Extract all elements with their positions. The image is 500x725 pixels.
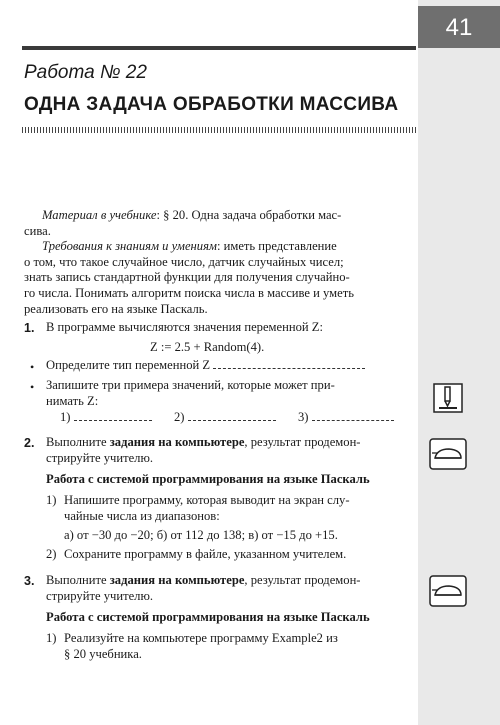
task3-line1-c: , результат продемон- xyxy=(244,573,361,587)
task2-item1-num: 1) xyxy=(46,493,57,507)
task3-item1-num: 1) xyxy=(46,631,57,645)
intro-p2 xyxy=(24,239,416,255)
task1-bullet2-line1: Запишите три примера значений, которые может при- xyxy=(46,378,335,392)
requirements-line-5: реализовать его на языке Паскаль. xyxy=(24,301,208,316)
bullet: • xyxy=(30,380,35,394)
task1-answers xyxy=(60,410,394,426)
task2-line2: стрируйте учителю. xyxy=(46,451,153,465)
page-number: 41 xyxy=(445,14,473,41)
work-title: Работа № 22 xyxy=(24,62,147,83)
answer-3-label: 3) xyxy=(297,410,309,424)
task2-line1-a: Выполните xyxy=(46,435,110,449)
task2-item1-line1: Напишите программу, которая выводит на экран слу- xyxy=(64,493,350,507)
answer-1-label: 1) xyxy=(60,410,71,424)
bullet: • xyxy=(30,360,35,374)
task2-item1-line2: чайные числа из диапазонов: xyxy=(64,509,220,523)
task1-bullet1-text: Определите тип переменной Z xyxy=(46,358,211,372)
pen-writing-icon xyxy=(433,383,463,413)
task1-bullet1 xyxy=(46,358,365,374)
task2-item2: Сохраните программу в файле, указанном учителем. xyxy=(64,547,347,561)
task2-line1 xyxy=(46,435,361,451)
task3-item1-line1: Реализуйте на компьютере программу Example2 из xyxy=(64,631,338,645)
task2-line1-bold: задания на компьютере xyxy=(109,435,245,449)
task3-number: 3. xyxy=(24,574,35,588)
answer-line[interactable] xyxy=(213,359,365,369)
answer-1-line[interactable] xyxy=(74,411,152,421)
task1-text: В программе вычисляются значения переменной Z: xyxy=(46,320,323,334)
computer-mouse-icon xyxy=(429,438,467,470)
task2-subhead: Работа с системой программирования на языке Паскаль xyxy=(46,472,370,486)
requirements-label: Требования к знаниям и умениям xyxy=(42,239,217,254)
hatch-divider xyxy=(22,127,416,133)
page-number-box xyxy=(418,6,500,48)
answer-2-label: 2) xyxy=(173,410,185,424)
task3-line1 xyxy=(46,573,361,589)
requirements-line-2: о том, что такое случайное число, датчик случайных чисел; xyxy=(24,254,344,269)
task2-number: 2. xyxy=(24,436,35,450)
task3-line1-bold: задания на компьютере xyxy=(109,573,245,587)
top-rule xyxy=(22,46,416,50)
task3-subhead: Работа с системой программирования на языке Паскаль xyxy=(46,610,370,624)
material-label: Материал в учебнике xyxy=(42,208,157,222)
material-text-2: сива. xyxy=(24,223,51,238)
task1-formula: Z := 2.5 + Random(4). xyxy=(150,340,265,354)
computer-mouse-icon xyxy=(429,575,467,607)
task3-line2: стрируйте учителю. xyxy=(46,589,153,603)
intro-block xyxy=(24,208,416,317)
answer-2-line[interactable] xyxy=(188,411,276,421)
requirements-line-4: го числа. Понимать алгоритм поиска числа в массиве и уметь xyxy=(24,285,354,300)
main-title: ОДНА ЗАДАЧА ОБРАБОТКИ МАССИВА xyxy=(24,94,399,115)
task2-item2-num: 2) xyxy=(46,547,57,561)
task1-number: 1. xyxy=(24,321,35,335)
answer-3-line[interactable] xyxy=(312,411,394,421)
requirements-text: : иметь представление xyxy=(216,239,337,254)
margin-strip xyxy=(418,0,500,725)
task2-ranges: а) от −30 до −20; б) от 112 до 138; в) от −15 до +15. xyxy=(64,528,338,542)
task2-line1-c: , результат продемон- xyxy=(244,435,361,449)
intro-p1 xyxy=(24,208,416,239)
task3-item1-line2: § 20 учебника. xyxy=(64,647,142,661)
task1-bullet2-line2: нимать Z: xyxy=(46,394,99,408)
material-text: : § 20. Одна задача обработки мас- xyxy=(156,208,342,222)
task3-line1-a: Выполните xyxy=(46,573,110,587)
requirements-line-3: знать запись стандартной функции для получения случайно- xyxy=(24,270,350,285)
